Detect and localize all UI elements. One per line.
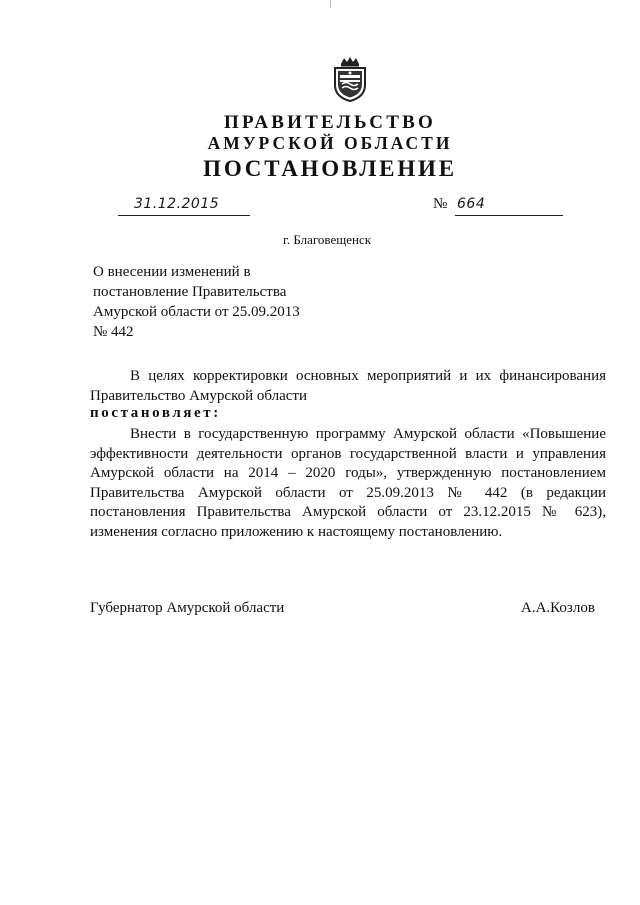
region-title: АМУРСКОЙ ОБЛАСТИ bbox=[207, 133, 453, 153]
government-title: ПРАВИТЕЛЬСТВО bbox=[224, 112, 436, 133]
resolves-keyword: постановляет: bbox=[90, 405, 221, 421]
subject-line: Амурской области от 25.09.2013 bbox=[93, 304, 300, 320]
date-value: 31.12.2015 bbox=[134, 196, 220, 212]
preamble-paragraph: В целях корректировки основных мероприятий и их финансирования Правительство Амурской области bbox=[90, 368, 606, 404]
coat-of-arms-icon bbox=[331, 55, 369, 103]
subject-block bbox=[93, 262, 353, 342]
subject-line: постановление Правительства bbox=[93, 284, 287, 300]
scan-artifact bbox=[330, 0, 331, 8]
number-field bbox=[455, 195, 563, 216]
subject-line: О внесении изменений в bbox=[93, 264, 251, 280]
number-value: 664 bbox=[457, 196, 486, 212]
date-field bbox=[118, 195, 250, 216]
subject-line: № 442 bbox=[93, 324, 134, 340]
document-type-title: ПОСТАНОВЛЕНИЕ bbox=[203, 156, 457, 181]
signature-name: А.А.Козлов bbox=[521, 600, 595, 616]
signature-title: Губернатор Амурской области bbox=[90, 600, 285, 616]
number-label: № bbox=[433, 196, 448, 212]
main-paragraph: Внести в государственную программу Амурской области «Повышение эффективности деятельности органов государственной власти и управления Амурской области на 2014 – 2020 годы», утвержденную постановлением Правительства Амурской области от 25.09.2013 № 442 (в редакции постановления Правительства Амурской области от 23.12.2015 № 623), изменения согласно приложению к настоящему постановлению. bbox=[90, 426, 606, 540]
city-line: г. Благовещенск bbox=[282, 232, 372, 247]
